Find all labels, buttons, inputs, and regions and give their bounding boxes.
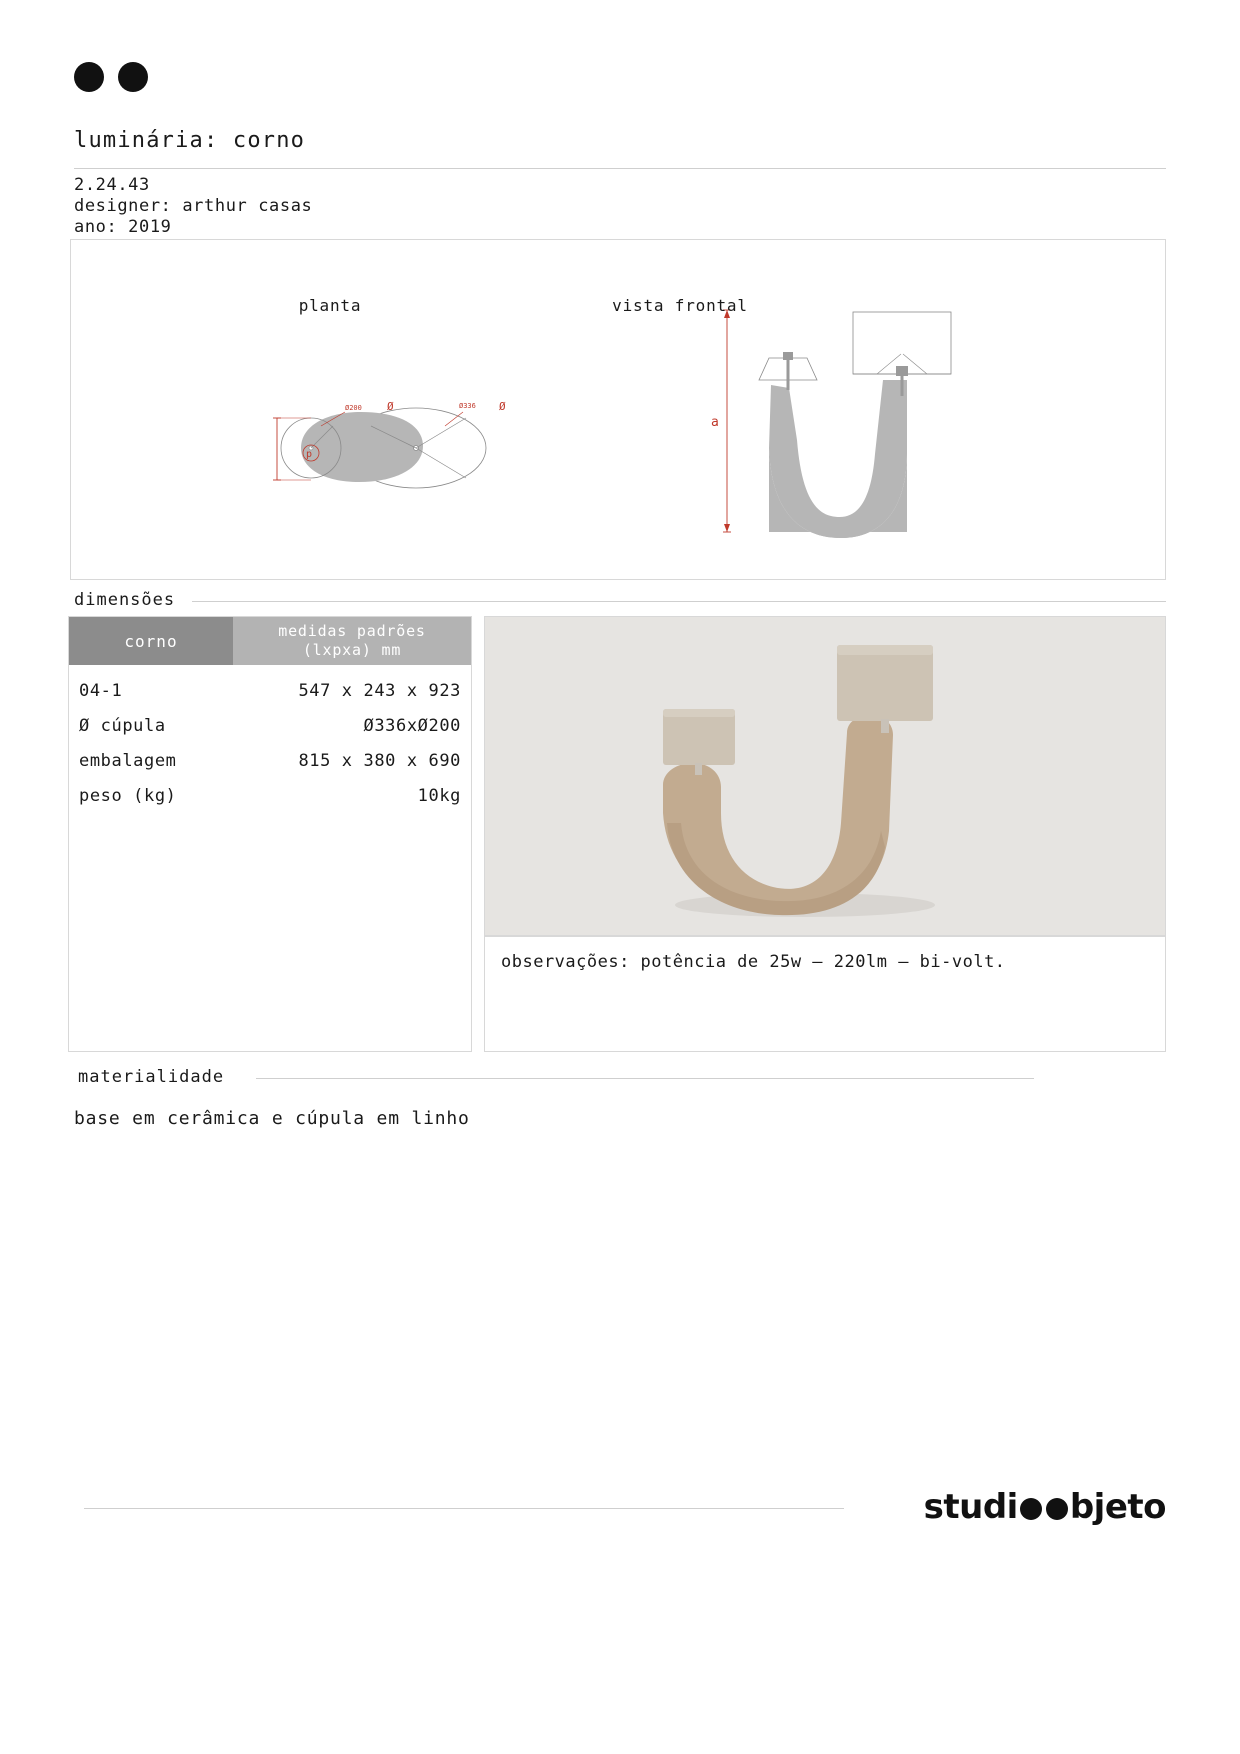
plan-label-d200: Ø200 xyxy=(345,404,362,412)
dimensoes-divider xyxy=(192,601,1166,602)
front-label-a: a xyxy=(711,415,719,430)
section-label-materialidade: materialidade xyxy=(78,1067,225,1087)
page-title: luminária: corno xyxy=(74,128,306,153)
row-value: 547 x 243 x 923 xyxy=(298,680,461,701)
designer-line: designer: arthur casas xyxy=(74,196,313,216)
table-row xyxy=(69,673,471,708)
product-photo-illustration xyxy=(485,617,1165,935)
caption-planta: planta xyxy=(298,296,362,315)
footer-brand-part2: bjeto xyxy=(1069,1487,1166,1527)
logo-dot-icon xyxy=(74,62,104,92)
technical-drawings-panel xyxy=(70,239,1166,580)
materialidade-divider xyxy=(256,1078,1034,1079)
row-key: peso (kg) xyxy=(79,785,177,806)
table-header-medidas-line2: (lxpxa) mm xyxy=(302,641,402,659)
row-key: embalagem xyxy=(79,750,177,771)
observations-text: observações: potência de 25w – 220lm – bi-volt. xyxy=(501,952,1006,972)
table-row xyxy=(69,778,471,813)
footer-divider xyxy=(84,1508,844,1509)
document-meta xyxy=(74,175,312,238)
row-key: Ø cúpula xyxy=(79,715,166,736)
table-header-corno: corno xyxy=(69,617,233,665)
footer-brand xyxy=(836,1480,1166,1534)
footer-dot-icon xyxy=(1020,1498,1042,1520)
observations-box xyxy=(484,936,1166,1052)
table-header-medidas xyxy=(233,617,471,665)
plan-view-drawing xyxy=(273,400,506,488)
plan-label-d-b: Ø xyxy=(499,400,506,413)
table-row xyxy=(69,708,471,743)
table-header-row xyxy=(69,617,471,665)
row-value: 815 x 380 x 690 xyxy=(298,750,461,771)
footer-brand-part1: studi xyxy=(923,1487,1018,1527)
product-code: 2.24.43 xyxy=(74,175,150,195)
year-line: ano: 2019 xyxy=(74,217,172,237)
plan-label-p: p xyxy=(306,449,313,460)
row-key: 04-1 xyxy=(79,680,123,701)
footer-dot-icon xyxy=(1046,1498,1068,1520)
materiality-text: base em cerâmica e cúpula em linho xyxy=(74,1108,470,1129)
caption-vista-frontal: vista frontal xyxy=(612,296,748,315)
section-label-dimensoes: dimensões xyxy=(74,590,176,610)
table-header-medidas-line1: medidas padrões xyxy=(278,622,426,640)
row-value: Ø336xØ200 xyxy=(363,715,461,736)
title-divider xyxy=(74,168,1166,169)
technical-drawings-svg xyxy=(71,240,1165,579)
logo xyxy=(74,62,148,92)
row-value: 10kg xyxy=(417,785,461,806)
logo-dot-icon xyxy=(118,62,148,92)
product-photo xyxy=(484,616,1166,936)
plan-label-d-a: Ø xyxy=(387,400,394,413)
dimensions-table xyxy=(68,616,472,1052)
table-row xyxy=(69,743,471,778)
front-view-drawing xyxy=(711,310,951,538)
plan-label-d336: Ø336 xyxy=(459,402,476,410)
